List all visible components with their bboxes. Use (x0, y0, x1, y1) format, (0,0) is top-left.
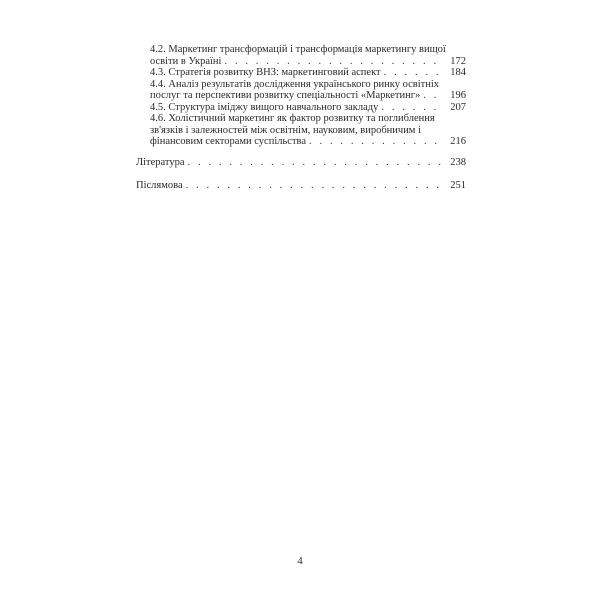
toc-entry-literature (136, 157, 466, 169)
toc-page-number: 251 (450, 180, 466, 191)
toc-page-number: 184 (450, 67, 466, 78)
page-number: 4 (297, 556, 303, 567)
dot-leader (306, 136, 444, 148)
toc-entry-text: фінансовим секторами суспільства (150, 136, 307, 147)
toc-entry-text: 4.3. Стратегія розвитку ВНЗ: маркетинговий аспект (150, 67, 381, 78)
toc-entry-4-3 (136, 67, 466, 79)
dot-leader (183, 180, 444, 192)
toc-entry-4-5 (136, 102, 466, 114)
toc-entry-text: освіти в Україні (150, 55, 222, 67)
toc-entry-text: 4.4. Аналіз результатів дослідження українського ринку освітніх (150, 78, 440, 90)
dot-leader (381, 67, 444, 79)
toc-page-number: 216 (450, 136, 466, 147)
toc-entry-text: 4.2. Маркетинг трансформацій і трансформація маркетингу вищої (150, 44, 446, 55)
toc-entry-4-4 (136, 79, 466, 102)
dot-leader (185, 157, 444, 169)
toc-entry-text: Післямова (136, 180, 183, 191)
toc-entry-text: зв'язків і залежностей між освітнім, науковим, виробничим і (150, 124, 421, 136)
dot-leader (221, 56, 444, 68)
toc-entry-afterword (136, 180, 466, 192)
dot-leader (378, 102, 444, 114)
toc-entry-4-2 (136, 44, 466, 67)
toc-page-number: 196 (450, 90, 466, 101)
toc-page-number: 172 (450, 55, 466, 67)
toc-entry-text: 4.5. Структура іміджу вищого навчального закладу (150, 101, 379, 113)
dot-leader (420, 90, 444, 102)
toc-page-number: 238 (450, 156, 466, 168)
toc-page-number: 207 (450, 101, 466, 113)
toc-entry-text: 4.6. Холістичний маркетинг як фактор розвитку та поглиблення (150, 113, 435, 124)
table-of-contents (136, 44, 466, 192)
toc-entry-text: Література (136, 156, 185, 168)
toc-entry-4-6 (136, 113, 466, 148)
toc-entry-text: послуг та перспективи розвитку спеціальності «Маркетинг» (150, 90, 421, 101)
